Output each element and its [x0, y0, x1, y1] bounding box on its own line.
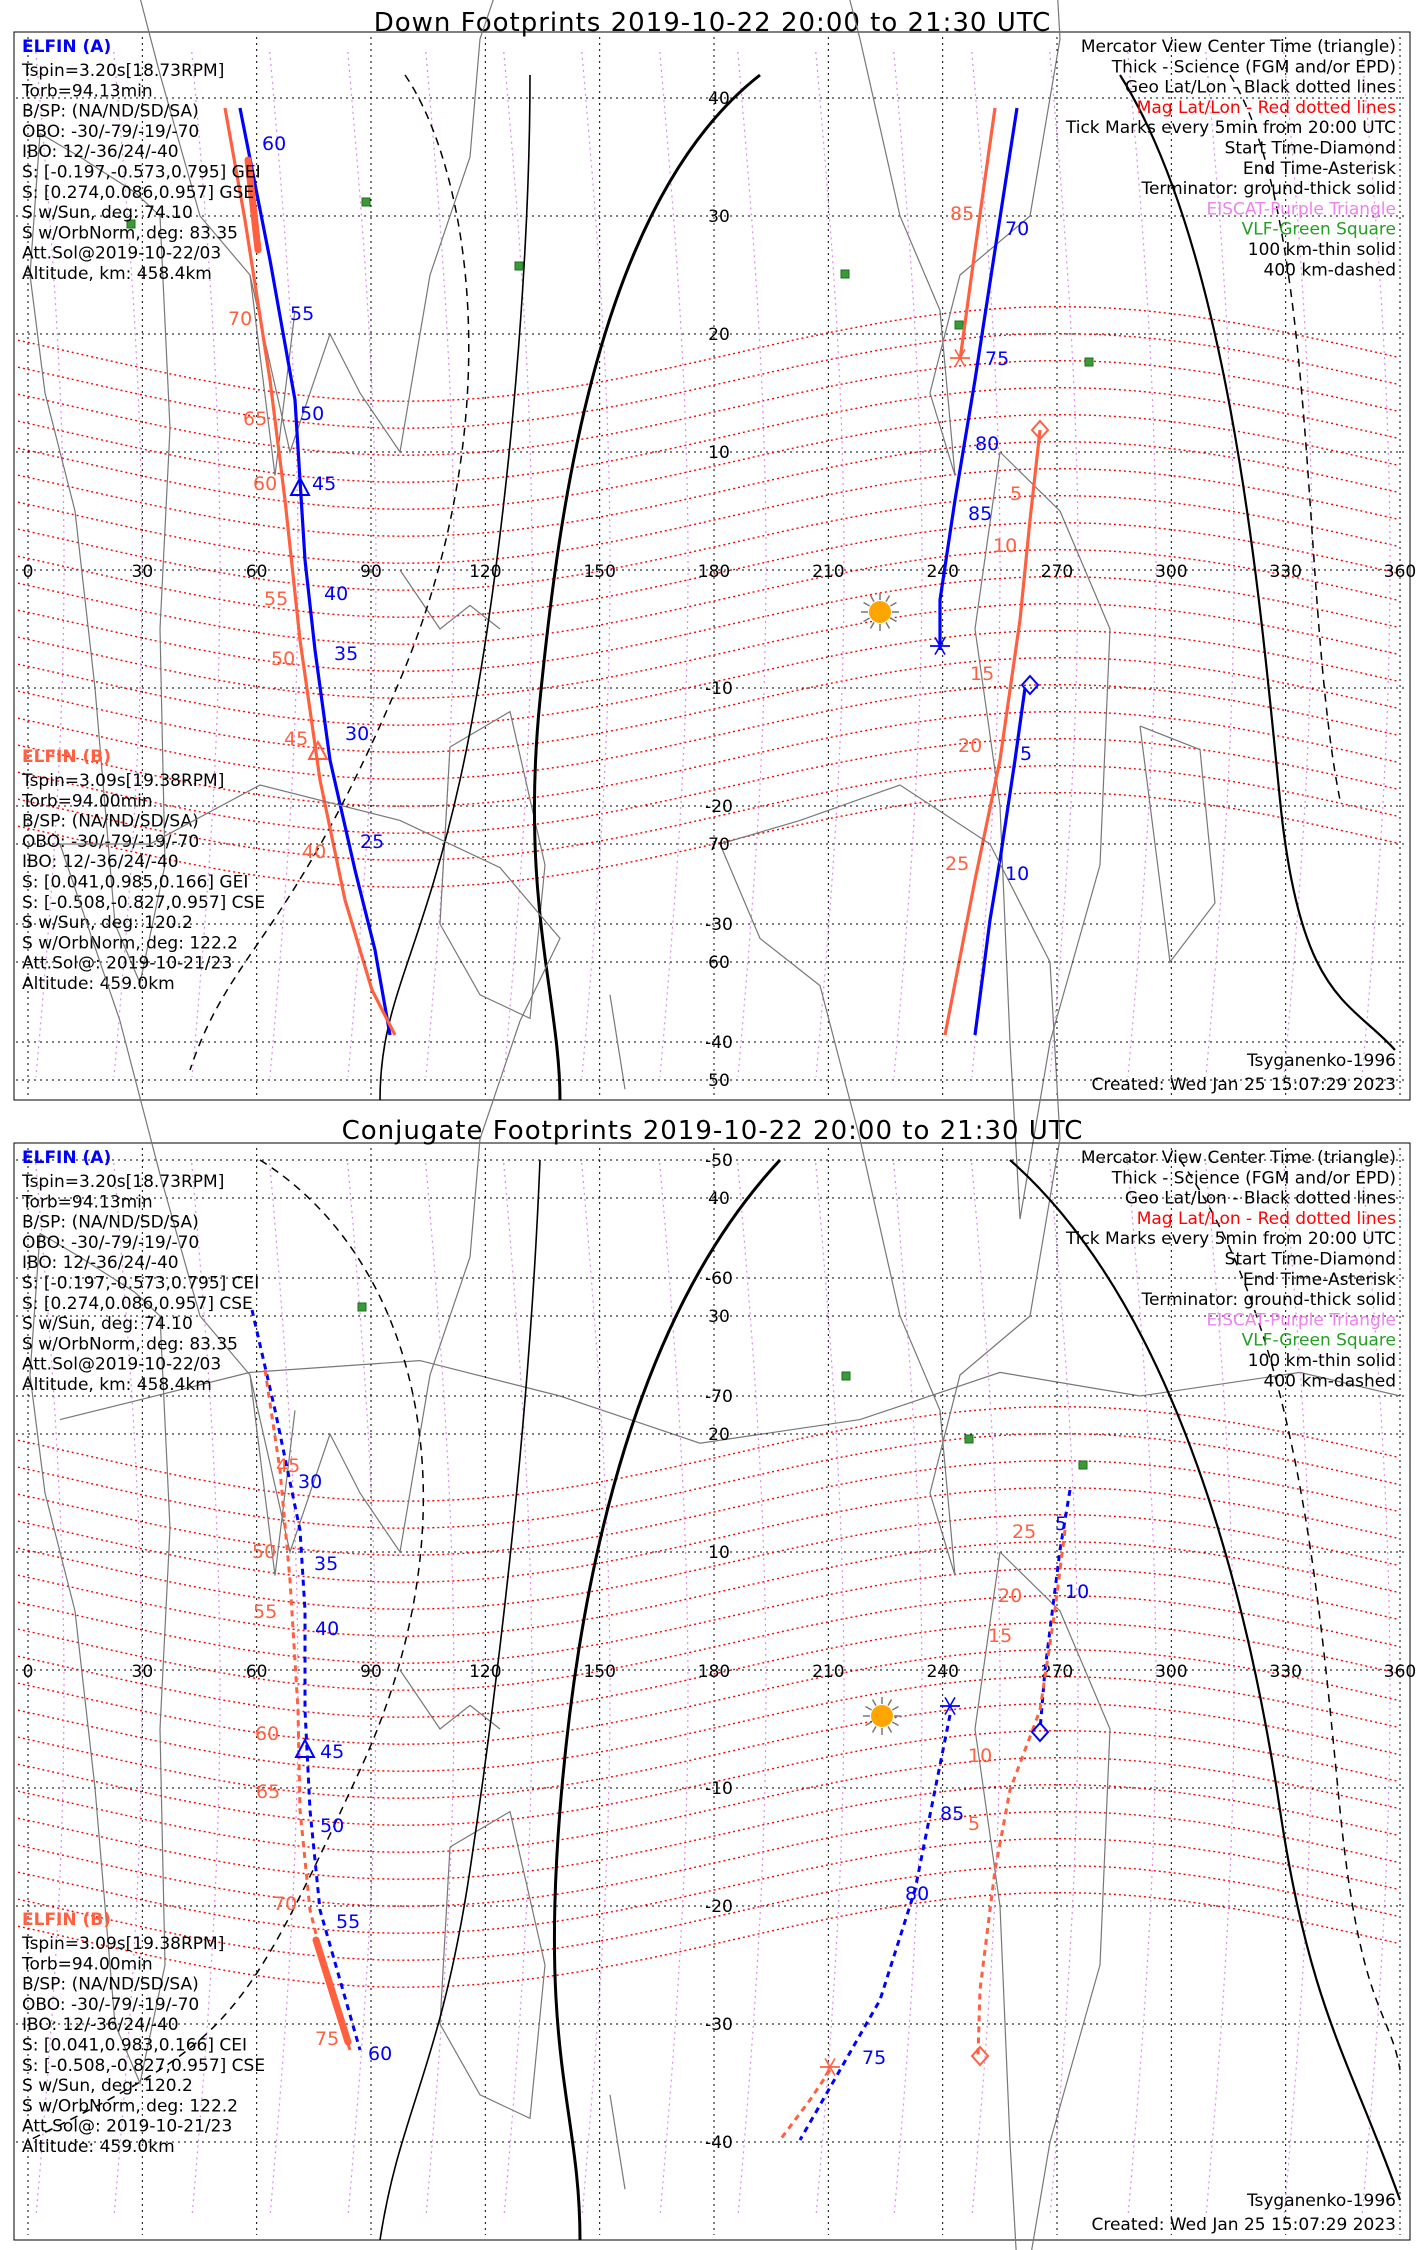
- tick-mark-label: 55: [264, 588, 289, 610]
- elfin-b-info-line: S w/Sun, deg: 120.2: [22, 2076, 193, 2097]
- mag-latitude-line: [18, 631, 1398, 726]
- latitude-tick-label: 30: [708, 207, 730, 227]
- sun-ray: [873, 1700, 877, 1706]
- tick-mark-label: 70: [228, 308, 253, 330]
- tick-mark-label: 60: [255, 1723, 280, 1745]
- sun-ray: [890, 618, 896, 622]
- elfin-a-info-line: Att.Sol@2019-10-22/03: [22, 243, 222, 264]
- latitude-tick-label: 70: [708, 835, 730, 855]
- tick-mark-label: 80: [905, 1883, 930, 1905]
- longitude-tick-label: 270: [1040, 562, 1074, 582]
- legend-entry: Thick - Science (FGM and/or EPD): [1111, 1168, 1396, 1189]
- mag-meridian: [660, 52, 688, 1077]
- elfin-b-info-line: Torb=94.00min: [22, 791, 153, 812]
- elfin-a-info-line: IBO: 12/-36/24/-40: [22, 1253, 179, 1274]
- longitude-tick-label: 90: [360, 562, 382, 582]
- tick-mark-label: 50: [271, 648, 296, 670]
- tick-mark-label: 55: [336, 1911, 361, 1933]
- green-square-icon: [965, 1435, 973, 1443]
- latitude-tick-label: -40: [705, 2133, 733, 2153]
- mag-latitude-line: [18, 1488, 1398, 1583]
- tick-mark-label: 5: [1020, 743, 1033, 765]
- tick-mark-label: 25: [360, 831, 385, 853]
- longitude-tick-label: 0: [22, 562, 34, 582]
- tick-mark-label: 35: [314, 1553, 339, 1575]
- sun-ray: [892, 1722, 898, 1726]
- legend-entry: End Time-Asterisk: [1242, 1269, 1396, 1290]
- tick-mark-label: 20: [958, 735, 983, 757]
- elfin-b-info-line: OBO: -30/-79/-19/-70: [22, 831, 200, 852]
- longitude-tick-label: 360: [1383, 562, 1417, 582]
- legend-entry: 400 km-dashed: [1263, 1371, 1396, 1392]
- legend-entry: Start Time-Diamond: [1224, 1249, 1396, 1270]
- sun-ray: [886, 622, 890, 628]
- mag-meridian: [270, 1163, 301, 2213]
- elfin-b-info-line: S: [0.041,0.985,0.166] GEI: [22, 872, 249, 893]
- tick-mark-label: 15: [988, 1625, 1013, 1647]
- created-timestamp: Created: Wed Jan 25 15:07:29 2023: [1091, 2215, 1396, 2235]
- mag-meridian: [1050, 1163, 1078, 2213]
- legend-entry: Tick Marks every 5min from 20:00 UTC: [1065, 1229, 1396, 1250]
- elfin-b-info-line: S w/Sun, deg: 120.2: [22, 913, 193, 934]
- legend-entry: Mag Lat/Lon - Red dotted lines: [1136, 97, 1396, 118]
- latitude-tick-label: -40: [705, 1033, 733, 1053]
- longitude-tick-label: 180: [697, 1662, 731, 1682]
- mag-latitude-line: [18, 658, 1398, 753]
- sun-ray: [886, 596, 890, 602]
- legend-entry: 100 km-thin solid: [1247, 1351, 1396, 1371]
- mag-latitude-line: [18, 1461, 1398, 1556]
- latitude-tick-label: 50: [708, 1071, 730, 1091]
- legend-entry: End Time-Asterisk: [1242, 158, 1396, 179]
- elfin-a-info-line: S w/OrbNorm, deg: 83.35: [22, 1334, 239, 1355]
- tick-mark-label: 25: [1012, 1521, 1037, 1543]
- longitude-tick-label: 180: [697, 562, 731, 582]
- longitude-tick-label: 30: [131, 1662, 154, 1682]
- longitude-tick-label: 300: [1155, 562, 1188, 582]
- latitude-tick-label: -20: [705, 797, 733, 817]
- tick-mark-label: 10: [1005, 863, 1030, 885]
- elfin-b-info-line: Tspin=3.09s[19.38RPM]: [22, 1934, 225, 1954]
- model-name: Tsyganenko-1996: [1246, 1051, 1396, 1071]
- mag-latitude-line: [18, 334, 1398, 429]
- mag-latitude-line: [18, 739, 1398, 834]
- sun-ray: [871, 596, 875, 602]
- longitude-tick-label: 330: [1269, 1662, 1302, 1682]
- mag-latitude-line: [18, 1731, 1398, 1826]
- panel-title: Down Footprints 2019-10-22 20:00 to 21:30 UTC: [373, 8, 1052, 38]
- green-square-icon: [358, 1303, 366, 1311]
- legend-entry: Geo Lat/Lon - Black dotted lines: [1124, 77, 1396, 98]
- tick-mark-label: 10: [1065, 1581, 1090, 1603]
- elfin-b-info-line: S: [-0.508,-0.827,0.957] CSE: [22, 2055, 266, 2076]
- elfin-b-info-line: Att.Sol@: 2019-10-21/23: [22, 2116, 233, 2137]
- elfin-b-info-line: S: [-0.508,-0.827,0.957] CSE: [22, 892, 266, 913]
- elfin-a-info-line: B/SP: (NA/ND/SD/SA): [22, 101, 199, 122]
- elfin-b-info-line: Tspin=3.09s[19.38RPM]: [22, 771, 225, 791]
- tick-mark-label: 30: [345, 723, 370, 745]
- green-square-icon: [1079, 1461, 1087, 1469]
- mag-latitude-line: [18, 1839, 1398, 1934]
- latitude-tick-label: 30: [708, 1307, 730, 1327]
- latitude-tick-label: 40: [708, 1189, 730, 1209]
- sun-ray: [892, 1707, 898, 1711]
- longitude-tick-label: 360: [1383, 1662, 1417, 1682]
- elfin-a-info-line: OBO: -30/-79/-19/-70: [22, 121, 200, 142]
- latitude-tick-label: -20: [705, 1897, 733, 1917]
- green-square-icon: [841, 270, 849, 278]
- longitude-tick-label: 120: [469, 1662, 502, 1682]
- elfin-a-info-line: Tspin=3.20s[18.73RPM]: [22, 61, 225, 81]
- model-name: Tsyganenko-1996: [1246, 2191, 1396, 2211]
- elfin-b-info-line: Torb=94.00min: [22, 1954, 153, 1975]
- elfin-b-info-line: S: [0.041,0.983,0.166] CEI: [22, 2035, 248, 2056]
- sun-icon: [871, 1705, 893, 1727]
- latitude-tick-label: -10: [705, 679, 733, 699]
- mag-latitude-line: [18, 1758, 1398, 1853]
- longitude-tick-label: 300: [1155, 1662, 1188, 1682]
- elfin-b-track: [945, 430, 1040, 1035]
- latitude-tick-label: -10: [705, 1779, 733, 1799]
- tick-mark-label: 35: [334, 643, 359, 665]
- longitude-tick-label: 210: [812, 1662, 845, 1682]
- elfin-a-info-line: Torb=94.13min: [22, 1192, 153, 1213]
- elfin-b-info-line: B/SP: (NA/ND/SD/SA): [22, 1974, 199, 1995]
- tick-mark-label: 70: [273, 1893, 298, 1915]
- elfin-a-info-line: OBO: -30/-79/-19/-70: [22, 1232, 200, 1253]
- mag-latitude-line: [18, 1677, 1398, 1772]
- mag-latitude-line: [18, 469, 1398, 564]
- longitude-tick-label: 270: [1040, 1662, 1074, 1682]
- sun-ray: [864, 618, 870, 622]
- sun-ray: [864, 603, 870, 607]
- elfin-b-info-line: S w/OrbNorm, deg: 122.2: [22, 933, 239, 954]
- tick-mark-label: 60: [253, 473, 278, 495]
- legend-entry: Mercator View Center Time (triangle): [1080, 1148, 1396, 1168]
- tick-mark-label: 55: [290, 303, 315, 325]
- longitude-tick-label: 120: [469, 562, 502, 582]
- elfin-b-info-line: IBO: 12/-36/24/-40: [22, 2015, 179, 2036]
- mag-meridian: [582, 1163, 610, 2213]
- tick-mark-label: 5: [968, 1813, 981, 1835]
- mag-meridian: [972, 1163, 1000, 2213]
- tick-mark-label: 85: [968, 503, 993, 525]
- legend-entry: Mag Lat/Lon - Red dotted lines: [1136, 1208, 1396, 1229]
- latitude-tick-label: -70: [705, 1387, 733, 1407]
- mag-meridian: [1128, 52, 1156, 1077]
- sun-ray: [888, 1700, 892, 1706]
- tick-mark-label: 5: [1010, 483, 1023, 505]
- elfin-a-info-line: S w/Sun, deg: 74.10: [22, 203, 193, 224]
- mag-meridian: [1128, 1163, 1156, 2213]
- elfin-a-info-line: IBO: 12/-36/24/-40: [22, 142, 179, 163]
- tick-mark-label: 70: [1005, 218, 1030, 240]
- tick-mark-label: 45: [320, 1741, 345, 1763]
- tick-mark-label: 75: [315, 2028, 340, 2050]
- mag-meridian: [270, 52, 298, 1077]
- tick-mark-label: 40: [324, 583, 349, 605]
- elfin-b-info-line: Altitude: 459.0km: [22, 974, 175, 994]
- mag-meridian: [972, 52, 1000, 1077]
- legend-entry: VLF-Green Square: [1241, 219, 1396, 240]
- mag-latitude-line: [18, 577, 1398, 672]
- elfin-a-info-line: B/SP: (NA/ND/SD/SA): [22, 1212, 199, 1233]
- elfin-a-label: ELFIN (A): [22, 37, 112, 57]
- sun-ray: [888, 1726, 892, 1732]
- tick-mark-label: 50: [320, 1815, 345, 1837]
- legend-entry: Tick Marks every 5min from 20:00 UTC: [1065, 118, 1396, 139]
- longitude-tick-label: 150: [583, 1662, 616, 1682]
- tick-mark-label: 15: [970, 663, 995, 685]
- legend-entry: 100 km-thin solid: [1247, 240, 1396, 260]
- legend-entry: EISCAT-Purple Triangle: [1206, 199, 1396, 220]
- green-square-icon: [842, 1372, 850, 1380]
- elfin-a-label: ELFIN (A): [22, 1148, 112, 1168]
- elfin-a-info-line: S: [-0.197,-0.573,0.795] GEI: [22, 162, 261, 183]
- mag-latitude-line: [18, 361, 1398, 456]
- mag-latitude-line: [18, 307, 1398, 402]
- tick-mark-label: 65: [256, 1781, 281, 1803]
- longitude-tick-label: 90: [360, 1662, 382, 1682]
- elfin-a-info-line: Torb=94.13min: [22, 81, 153, 102]
- terminator-line: [534, 75, 760, 1100]
- sun-ray: [890, 603, 896, 607]
- elfin-a-info-line: S w/Sun, deg: 74.10: [22, 1314, 193, 1335]
- latitude-tick-label: 40: [708, 89, 730, 109]
- tick-mark-label: 85: [940, 1803, 965, 1825]
- elfin-b-info-line: Altitude: 459.0km: [22, 2137, 175, 2157]
- mag-latitude-line: [18, 1569, 1398, 1664]
- tick-mark-label: 75: [862, 2047, 887, 2069]
- green-square-icon: [362, 198, 370, 206]
- tick-mark-label: 45: [312, 473, 337, 495]
- longitude-tick-label: 0: [22, 1662, 34, 1682]
- elfin-b-track: [978, 1530, 1065, 2055]
- elfin-b-track: [960, 108, 995, 360]
- mag-meridian: [738, 52, 766, 1077]
- mag-latitude-line: [18, 1407, 1398, 1502]
- latitude-tick-label: -60: [705, 1269, 733, 1289]
- latitude-tick-label: -50: [705, 1151, 733, 1171]
- tick-mark-label: 50: [252, 1541, 277, 1563]
- latitude-tick-label: 20: [708, 1425, 730, 1445]
- mag-meridian: [816, 1163, 844, 2213]
- longitude-tick-label: 330: [1269, 562, 1302, 582]
- tick-mark-label: 10: [993, 535, 1018, 557]
- longitude-tick-label: 30: [131, 562, 154, 582]
- tick-mark-label: 85: [950, 203, 975, 225]
- elfin-b-label: ELFIN (B): [22, 747, 112, 767]
- latitude-tick-label: -30: [705, 915, 733, 935]
- tick-mark-label: 50: [300, 403, 325, 425]
- elfin-a-track: [800, 1715, 950, 2140]
- legend-entry: Start Time-Diamond: [1224, 138, 1396, 159]
- green-square-icon: [515, 262, 523, 270]
- latitude-tick-label: 60: [708, 953, 730, 973]
- mag-meridian: [192, 52, 220, 1077]
- legend-entry: Mercator View Center Time (triangle): [1080, 37, 1396, 57]
- tick-mark-label: 10: [968, 1745, 993, 1767]
- mag-latitude-line: [18, 388, 1398, 483]
- elfin-b-info-line: OBO: -30/-79/-19/-70: [22, 1994, 200, 2015]
- elfin-a-info-line: S: [0.274,0.086,0.957] GSE: [22, 182, 255, 203]
- elfin-a-info-line: Tspin=3.20s[18.73RPM]: [22, 1172, 225, 1192]
- legend-entry: Thick - Science (FGM and/or EPD): [1111, 57, 1396, 78]
- elfin-b-info-line: B/SP: (NA/ND/SD/SA): [22, 811, 199, 832]
- legend-entry: Terminator: ground-thick solid: [1141, 179, 1396, 200]
- panel-title: Conjugate Footprints 2019-10-22 20:00 to 21:30 UTC: [341, 1116, 1084, 1146]
- legend-entry: Terminator: ground-thick solid: [1141, 1290, 1396, 1311]
- green-square-icon: [1085, 358, 1093, 366]
- legend-entry: 400 km-dashed: [1263, 260, 1396, 281]
- latitude-tick-label: 20: [708, 325, 730, 345]
- elfin-a-info-line: Att.Sol@2019-10-22/03: [22, 1354, 222, 1375]
- elfin-a-info-line: Altitude, km: 458.4km: [22, 264, 212, 284]
- latitude-tick-label: 10: [708, 443, 730, 463]
- mag-meridian: [894, 1163, 922, 2213]
- elfin-a-info-line: Altitude, km: 458.4km: [22, 1375, 212, 1395]
- tick-mark-label: 5: [1055, 1513, 1068, 1535]
- tick-mark-label: 45: [276, 1455, 301, 1477]
- tick-mark-label: 55: [253, 1601, 278, 1623]
- sun-ray: [866, 1707, 872, 1711]
- longitude-tick-label: 210: [812, 562, 845, 582]
- tick-mark-label: 60: [368, 2043, 393, 2065]
- tick-mark-label: 30: [298, 1471, 323, 1493]
- longitude-tick-label: 240: [926, 562, 959, 582]
- coastline: [440, 1812, 545, 2119]
- tick-mark-label: 75: [985, 348, 1010, 370]
- elfin-b-label: ELFIN (B): [22, 1910, 112, 1930]
- sun-ray: [873, 1726, 877, 1732]
- sun-icon: [869, 601, 891, 623]
- legend-entry: EISCAT-Purple Triangle: [1206, 1310, 1396, 1331]
- elfin-b-info-line: Att.Sol@: 2019-10-21/23: [22, 953, 233, 974]
- elfin-b-info-line: IBO: 12/-36/24/-40: [22, 852, 179, 873]
- longitude-tick-label: 60: [245, 562, 268, 582]
- elfin-a-info-line: S w/OrbNorm, deg: 83.35: [22, 223, 239, 244]
- mag-meridian: [738, 1163, 766, 2213]
- sun-ray: [871, 622, 875, 628]
- elfin-b-info-line: S w/OrbNorm, deg: 122.2: [22, 2096, 239, 2117]
- tick-mark-label: 40: [302, 841, 327, 863]
- mag-latitude-line: [18, 1812, 1398, 1907]
- elfin-a-info-line: S: [0.274,0.086,0.957] CSE: [22, 1293, 253, 1314]
- latitude-tick-label: -30: [705, 2015, 733, 2035]
- longitude-tick-label: 240: [926, 1662, 959, 1682]
- tick-mark-label: 80: [975, 433, 1000, 455]
- terminator-line: [380, 1160, 540, 2240]
- longitude-tick-label: 150: [583, 562, 616, 582]
- tick-mark-label: 60: [262, 133, 287, 155]
- tick-mark-label: 25: [945, 853, 970, 875]
- legend-entry: Geo Lat/Lon - Black dotted lines: [1124, 1188, 1396, 1209]
- terminator-line: [380, 75, 530, 1100]
- green-square-icon: [955, 321, 963, 329]
- legend-entry: VLF-Green Square: [1241, 1330, 1396, 1351]
- tick-mark-label: 20: [998, 1585, 1023, 1607]
- mag-latitude-line: [18, 712, 1398, 807]
- created-timestamp: Created: Wed Jan 25 15:07:29 2023: [1091, 1075, 1396, 1095]
- mag-meridian: [504, 1163, 532, 2213]
- elfin-a-info-line: S: [-0.197,-0.573,0.795] CEI: [22, 1273, 260, 1294]
- coastline: [440, 712, 545, 1019]
- longitude-tick-label: 60: [245, 1662, 268, 1682]
- tick-mark-label: 65: [243, 408, 268, 430]
- tick-mark-label: 40: [315, 1618, 340, 1640]
- latitude-tick-label: 10: [708, 1543, 730, 1563]
- tick-mark-label: 45: [284, 728, 309, 750]
